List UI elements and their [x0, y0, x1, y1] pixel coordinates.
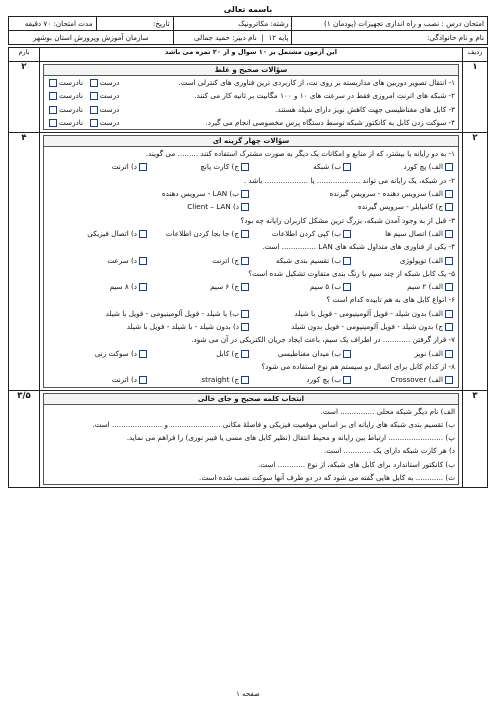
option[interactable]	[251, 187, 455, 200]
option-checkbox[interactable]	[343, 283, 351, 291]
true-checkbox[interactable]	[90, 79, 98, 87]
answer-choices	[47, 103, 119, 116]
option-label: ج) اترنت	[212, 255, 239, 265]
page-heading: باسمه تعالی	[223, 5, 273, 14]
fill-in-item: د) هر کارت شبکه دارای یک ............ است.	[323, 446, 455, 456]
option-checkbox[interactable]	[445, 257, 453, 265]
option-label: د) اترنت	[111, 375, 137, 385]
option-label: الف) ۲ سیم	[407, 282, 443, 292]
teacher-label: نام دبیر: حمید جمالی	[194, 33, 257, 42]
option-label: د) اتصال فیزیکی	[87, 228, 137, 238]
fill-in-section	[43, 393, 459, 486]
option[interactable]	[251, 227, 353, 240]
option-label: ب) با شیلد - فویل آلومینیومی - فویل با شیلد	[105, 308, 239, 318]
option-checkbox[interactable]	[343, 350, 351, 358]
options-row	[44, 347, 458, 360]
true-checkbox[interactable]	[90, 106, 98, 114]
options-row	[44, 254, 458, 267]
option[interactable]	[47, 254, 149, 267]
options-row	[44, 187, 458, 200]
option-label: الف) Crossover	[390, 375, 443, 385]
answer-choices	[47, 116, 119, 129]
page-number: صفحه ۱	[236, 690, 260, 698]
options-row	[44, 227, 458, 240]
option[interactable]	[47, 307, 251, 320]
option-checkbox[interactable]	[139, 230, 147, 238]
question-text: ۱- به دو رایانه یا بیشتر، که از منابع و امکانات یک دیگر به صورت مشترک استفاده کنند ......... می گویند.	[145, 149, 455, 159]
option-checkbox[interactable]	[445, 350, 453, 358]
option-checkbox[interactable]	[343, 230, 351, 238]
option-label: د) Client – LAN	[187, 202, 239, 212]
answer-choices	[47, 89, 119, 102]
option-label: ب) ۵ سیم	[310, 282, 341, 292]
option-checkbox[interactable]	[343, 163, 351, 171]
option-label: ج) کامپایلر - سرویس گیرنده	[357, 202, 443, 212]
question-score: ۴	[9, 133, 40, 390]
true-checkbox[interactable]	[90, 119, 98, 127]
option-label: د) ۸ سیم	[109, 282, 137, 292]
option[interactable]	[149, 227, 251, 240]
question-text: ۶- انواع کابل های به هم تابیده کدام است ؟	[326, 295, 455, 305]
option-label: الف) بدون شیلد - فویل آلومینیومی - فویل با شیلد	[294, 308, 443, 318]
option[interactable]	[47, 227, 149, 240]
answer-choices	[47, 76, 119, 89]
option[interactable]	[47, 200, 251, 213]
options-row	[44, 307, 458, 320]
question-number: ۳	[463, 390, 488, 488]
question-number: ۲	[463, 133, 488, 390]
option[interactable]	[47, 347, 149, 360]
false-checkbox[interactable]	[49, 92, 57, 100]
date-label: تاریخ:	[96, 17, 173, 31]
option-checkbox[interactable]	[241, 230, 249, 238]
option-label: ج) جا بجا کردن اطلاعات	[165, 228, 239, 238]
questions-table	[8, 47, 488, 488]
section-heading: سؤالات چهار گزینه ای	[44, 136, 458, 147]
question-text: ۸- از کدام کابل برای اتصال دو سیستم هم نوع استفاده می شود؟	[261, 361, 455, 371]
option-checkbox[interactable]	[139, 283, 147, 291]
option-checkbox[interactable]	[241, 163, 249, 171]
option[interactable]	[251, 307, 455, 320]
exam-instruction: این آزمون مشتمل بر ۱۰ سوال و از ۲۰ نمره می باشد	[40, 48, 463, 62]
option-checkbox[interactable]	[445, 230, 453, 238]
option[interactable]	[353, 227, 455, 240]
option[interactable]	[251, 280, 353, 293]
question-text: ۲- در شبکه، یک رایانه می تواند ................... یا ................... باشد .	[243, 175, 455, 185]
option-checkbox[interactable]	[241, 323, 249, 331]
option-label: ب) میدان مغناطیسی	[277, 348, 341, 358]
fill-in-item: پ) ........................ ارتباط بین رایانه و محیط انتقال (نظیر کابل های مسی یا فیبر نوری) را فراهم می نماید.	[126, 433, 455, 443]
option[interactable]	[47, 187, 251, 200]
question-text: ۳- کابل های مغناطیسی جهت کاهش نویز دارای شیلد هستند.	[275, 104, 455, 114]
field-label: رشته: مکاترونیک	[173, 17, 292, 31]
option[interactable]	[251, 160, 353, 173]
option-checkbox[interactable]	[139, 350, 147, 358]
option-label: ب) پچ کورد	[306, 375, 341, 385]
option[interactable]	[149, 254, 251, 267]
grade-teacher-cell: پایه ۱۲ | نام دبیر: حمید جمالی	[173, 31, 292, 45]
question-text: ۵- یک کابل شبکه از چند سیم با رنگ بندی متفاوت تشکیل شده است؟	[248, 268, 455, 278]
question-text: ۱- انتقال تصویر دوربین های مداربسته بر روی نت، از کاربردی ترین فناوری های کنترلی است.	[178, 78, 455, 87]
option-checkbox[interactable]	[343, 257, 351, 265]
options-row	[44, 280, 458, 293]
option-label: د) سرعت	[107, 255, 137, 265]
options-row	[44, 200, 458, 213]
section-heading: سؤالات صحیح و غلط	[44, 65, 458, 76]
question-score: ۲	[9, 62, 40, 133]
question-text: ۲- شبکه های اترنت امروزی فقط در سرعت های ۱۰ و ۱۰۰ مگابیت بر ثانیه کار می کنند.	[194, 91, 455, 101]
option-checkbox[interactable]	[241, 350, 249, 358]
option[interactable]	[251, 254, 353, 267]
question-score: ۳/۵	[9, 390, 40, 488]
false-label: نادرست	[59, 117, 83, 127]
option-checkbox[interactable]	[241, 190, 249, 198]
option-label: الف) نویز	[414, 348, 443, 358]
option-label: د) اترنت	[111, 162, 137, 172]
option[interactable]	[149, 160, 251, 173]
option-checkbox[interactable]	[139, 257, 147, 265]
organization-label: سازمان آموزش وپرورش استان بوشهر	[9, 31, 174, 45]
true-false-item	[44, 89, 458, 102]
true-label: درست	[99, 78, 120, 87]
option[interactable]	[251, 320, 455, 333]
score-column-header: بارم	[9, 48, 40, 62]
fill-in-item: ت) ............ به کابل هایی گفته می شود که در دو طرف آنها سوکت نصب شده است.	[199, 473, 455, 483]
option[interactable]	[353, 373, 455, 386]
course-title: امتحان درس : نصب و راه اندازی تجهیزات (پودمان ۱)	[292, 17, 488, 31]
exam-page	[8, 4, 488, 698]
multiple-choice-section	[43, 135, 459, 387]
option[interactable]	[251, 347, 353, 360]
true-label: درست	[99, 104, 120, 114]
false-label: نادرست	[59, 91, 83, 101]
duration-label: مدت امتحان: ۷۰ دقیقه	[9, 17, 97, 31]
option-label: الف) توپولوژی	[399, 255, 443, 265]
row-column-header: ردیف	[463, 48, 488, 62]
false-checkbox[interactable]	[49, 119, 57, 127]
question-text: ۴- یکی از فناوری های متداول شبکه های LAN ............... است.	[262, 242, 455, 252]
option-checkbox[interactable]	[241, 203, 249, 211]
options-row	[44, 160, 458, 173]
options-row	[44, 373, 458, 386]
option[interactable]	[47, 160, 149, 173]
question-text: ۳- قبل از به وجود آمدن شبکه، بزرگ ترین مشکل کاربران رایانه چه بود؟	[240, 215, 455, 225]
false-label: نادرست	[59, 104, 83, 114]
grade-label: پایه ۱۲	[268, 33, 289, 42]
option-checkbox[interactable]	[445, 376, 453, 384]
true-checkbox[interactable]	[90, 92, 98, 100]
option[interactable]	[47, 373, 149, 386]
option-checkbox[interactable]	[241, 283, 249, 291]
option-label: ب) تقسیم بندی شبکه	[275, 255, 341, 265]
option-checkbox[interactable]	[445, 163, 453, 171]
option[interactable]	[251, 373, 353, 386]
option-label: د) سوکت زنی	[94, 348, 137, 358]
option-label: ب) LAN - سرویس دهنده	[161, 189, 239, 199]
option-label: د) بدون شیلد - با شیلد - فویل با شیلد	[126, 322, 239, 332]
option[interactable]	[47, 280, 149, 293]
option-checkbox[interactable]	[445, 310, 453, 318]
option-checkbox[interactable]	[241, 257, 249, 265]
question-number: ۱	[463, 62, 488, 133]
section-heading: انتخاب کلمه صحیح و جای خالی	[44, 394, 458, 405]
true-label: درست	[99, 91, 120, 101]
option[interactable]	[149, 280, 251, 293]
option-label: الف) پچ کورد	[403, 162, 443, 172]
option-label: الف) اتصال سیم ها	[385, 228, 443, 238]
option-checkbox[interactable]	[241, 310, 249, 318]
option-label: ج) کارت پانچ	[200, 162, 239, 172]
option-label: ج) ۶ سیم	[210, 282, 239, 292]
true-false-section	[43, 64, 459, 130]
option-label: ج) straight	[201, 375, 239, 385]
option[interactable]	[149, 347, 251, 360]
fill-in-item: الف) نام دیگر شبکه محلی ............... است.	[320, 406, 455, 416]
option-label: ب) کپی کردن اطلاعات	[271, 228, 341, 238]
option[interactable]	[47, 320, 251, 333]
option[interactable]	[149, 373, 251, 386]
option-checkbox[interactable]	[241, 376, 249, 384]
option-label: ج) بدون شیلد - فویل آلومینیومی - فویل بدون شیلد	[291, 322, 443, 332]
fill-in-item: ب) کانکتور استاندارد برای کابل های شبکه، از نوع ............ است.	[257, 459, 455, 469]
option-checkbox[interactable]	[343, 376, 351, 384]
option-label: الف) سرویس دهنده - سرویس گیرنده	[329, 189, 443, 199]
false-checkbox[interactable]	[49, 79, 57, 87]
true-false-item	[44, 116, 458, 129]
fill-in-item: ب) تقسیم بندی شبکه های رایانه ای بر اساس موقعیت فیزیکی و فاصلهٔ مکانی ...................... و ...................... است.	[92, 419, 455, 429]
true-false-item	[44, 76, 458, 89]
student-name-field[interactable]: نام و نام خانوادگی:	[292, 31, 488, 45]
option-checkbox[interactable]	[139, 376, 147, 384]
false-label: نادرست	[59, 78, 83, 87]
option[interactable]	[251, 200, 455, 213]
option-checkbox[interactable]	[445, 190, 453, 198]
option[interactable]	[353, 160, 455, 173]
option[interactable]	[353, 347, 455, 360]
option[interactable]	[353, 280, 455, 293]
option-checkbox[interactable]	[445, 203, 453, 211]
option-label: ج) کابل	[216, 348, 239, 358]
true-false-item	[44, 103, 458, 116]
false-checkbox[interactable]	[49, 106, 57, 114]
true-label: درست	[99, 117, 120, 127]
options-row	[44, 320, 458, 333]
exam-header-table	[8, 16, 488, 45]
question-text: ۴- سوکت زدن کابل به کانکتور شبکه توسط دستگاه پرس مخصوصی انجام می گیرد.	[205, 117, 455, 127]
option-checkbox[interactable]	[445, 283, 453, 291]
option[interactable]	[353, 254, 455, 267]
question-text: ۷- قرار گرفتن ............ در اطراف یک سیم، باعث ایجاد جریان الکتریکی در آن می شود.	[191, 335, 455, 345]
option-label: ب) شبکه	[313, 162, 341, 172]
option-checkbox[interactable]	[139, 163, 147, 171]
option-checkbox[interactable]	[445, 323, 453, 331]
